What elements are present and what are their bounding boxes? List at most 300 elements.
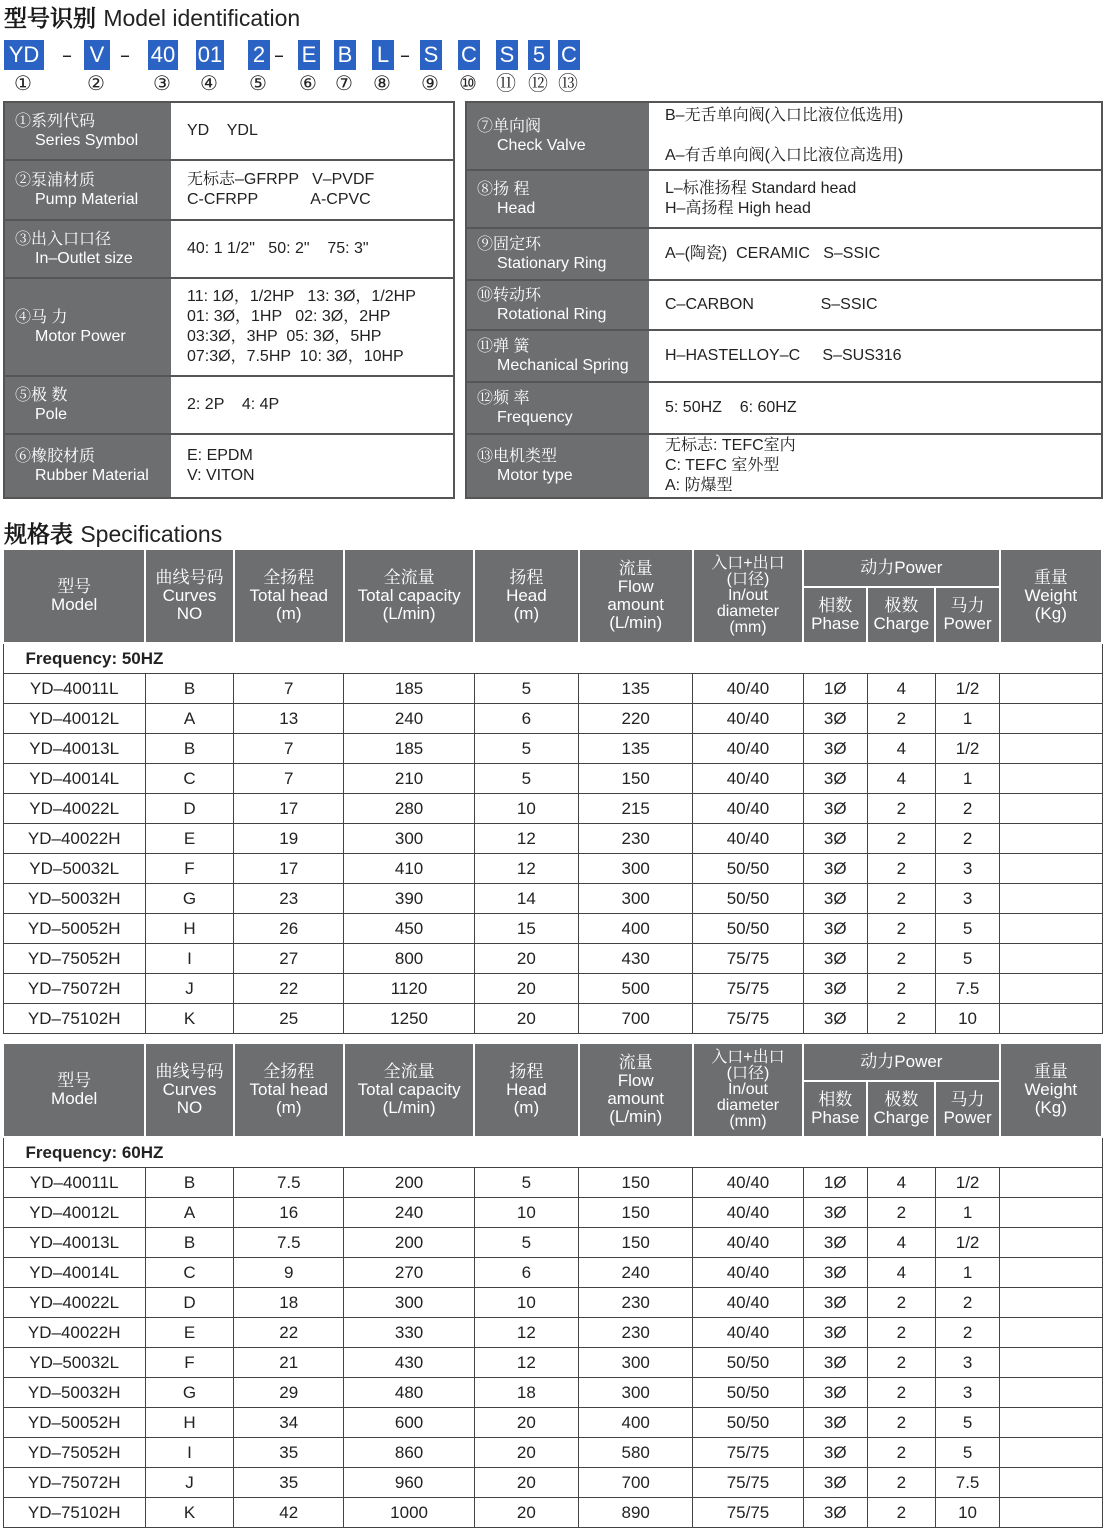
legend-label-en: Head — [497, 200, 536, 217]
table-row — [3, 1318, 1102, 1348]
table-cell: 1000 — [344, 1498, 474, 1528]
table-cell: 7 — [234, 674, 344, 704]
table-row — [3, 1198, 1102, 1228]
table-cell: 40/40 — [693, 1228, 803, 1258]
legend-label-cn: ⑦单向阀 — [477, 118, 542, 135]
table-cell: 3Ø — [803, 1348, 867, 1378]
legend-label-cn: ⑩转动环 — [477, 287, 542, 304]
code-segment-8: L — [372, 40, 394, 70]
table-row — [3, 1288, 1102, 1318]
table-cell: 3Ø — [803, 1468, 867, 1498]
table-cell: 1 — [935, 704, 999, 734]
table-cell: 500 — [579, 974, 693, 1004]
header-weight: 重量 Weight (Kg) — [1000, 549, 1102, 643]
table-cell: YD–40013L — [3, 734, 145, 764]
table-cell: 17 — [234, 854, 344, 884]
table-cell: 3Ø — [803, 1438, 867, 1468]
table-cell: 280 — [344, 794, 474, 824]
header-head: 扬程 Head (m) — [474, 1043, 578, 1137]
table-cell: 3Ø — [803, 1258, 867, 1288]
table-cell — [1000, 704, 1102, 734]
table-cell: 3Ø — [803, 854, 867, 884]
table-cell: 5 — [474, 1228, 578, 1258]
table-cell: 4 — [867, 764, 935, 794]
table-row — [3, 1228, 1102, 1258]
legend-row — [467, 229, 1101, 281]
table-cell — [1000, 824, 1102, 854]
table-cell: 5 — [935, 1438, 999, 1468]
table-cell — [1000, 974, 1102, 1004]
legend-label — [467, 383, 649, 433]
table-cell: 18 — [234, 1288, 344, 1318]
legend-value: E: EPDM V: VITON — [187, 447, 255, 484]
code-segment-11: S — [496, 40, 518, 70]
table-cell: 4 — [867, 734, 935, 764]
table-cell: 1250 — [344, 1004, 474, 1034]
table-cell: G — [145, 884, 233, 914]
table-cell: 5 — [474, 734, 578, 764]
table-cell: 2 — [935, 1318, 999, 1348]
table-cell: 5 — [474, 674, 578, 704]
model-code-number-row — [0, 74, 1105, 96]
legend-label-en: Stationary Ring — [497, 255, 607, 272]
table-cell: 26 — [234, 914, 344, 944]
legend-row — [467, 383, 1101, 435]
legend-label-en: Mechanical Spring — [497, 357, 629, 374]
table-cell: 42 — [234, 1498, 344, 1528]
table-cell: 20 — [474, 944, 578, 974]
table-cell: 2 — [867, 854, 935, 884]
table-cell: 300 — [344, 824, 474, 854]
table-cell: 21 — [234, 1348, 344, 1378]
table-cell: YD–75072H — [3, 974, 145, 1004]
legend-value: 2: 2P 4: 4P — [187, 396, 280, 413]
table-cell — [1000, 1498, 1102, 1528]
table-cell: 135 — [579, 674, 693, 704]
code-segment-6: E — [298, 40, 320, 70]
header-total-head: 全扬程 Total head (m) — [234, 549, 344, 643]
table-cell: YD–40012L — [3, 1198, 145, 1228]
table-cell — [1000, 734, 1102, 764]
code-index-number: ⑦ — [335, 73, 353, 95]
table-cell: 3Ø — [803, 794, 867, 824]
table-cell: 75/75 — [693, 1468, 803, 1498]
table-row — [3, 1004, 1102, 1034]
table-cell: 20 — [474, 1438, 578, 1468]
legend-label — [5, 221, 171, 277]
table-cell: 1 — [935, 1258, 999, 1288]
specifications-title-en: Specifications — [80, 521, 223, 547]
table-cell: 3Ø — [803, 974, 867, 1004]
table-cell: 23 — [234, 884, 344, 914]
legend-row — [5, 377, 453, 435]
table-row — [3, 944, 1102, 974]
table-cell: 3 — [935, 884, 999, 914]
header-power: 动力Power — [803, 549, 1000, 587]
code-legend-right-panel — [465, 101, 1103, 499]
table-cell: 1/2 — [935, 734, 999, 764]
table-cell: 7.5 — [935, 1468, 999, 1498]
table-cell: 19 — [234, 824, 344, 854]
table-cell — [1000, 914, 1102, 944]
table-cell: 13 — [234, 704, 344, 734]
table-cell: 135 — [579, 734, 693, 764]
legend-label — [467, 331, 649, 381]
table-cell: A — [145, 704, 233, 734]
table-cell: 1/2 — [935, 1228, 999, 1258]
table-cell: 240 — [579, 1258, 693, 1288]
table-cell: 185 — [344, 734, 474, 764]
table-cell: 2 — [867, 1004, 935, 1034]
table-row — [3, 1378, 1102, 1408]
table-cell: 2 — [867, 794, 935, 824]
table-cell: 3Ø — [803, 1408, 867, 1438]
table-cell: 3Ø — [803, 734, 867, 764]
table-cell: 75/75 — [693, 1004, 803, 1034]
legend-label — [5, 435, 171, 497]
table-cell — [1000, 944, 1102, 974]
header-total-head: 全扬程 Total head (m) — [234, 1043, 344, 1137]
table-cell: 430 — [344, 1348, 474, 1378]
table-cell: 430 — [579, 944, 693, 974]
table-cell: 150 — [579, 1168, 693, 1198]
header-charge: 极数 Charge — [867, 1081, 935, 1137]
table-cell: 2 — [867, 1498, 935, 1528]
table-cell: YD–75052H — [3, 944, 145, 974]
code-index-number: ⑪ — [496, 73, 516, 95]
table-cell: YD–40014L — [3, 764, 145, 794]
table-cell: 2 — [867, 1288, 935, 1318]
table-cell: 3Ø — [803, 1004, 867, 1034]
legend-row — [467, 281, 1101, 331]
legend-label-en: Motor type — [497, 467, 573, 484]
table-cell: 10 — [474, 1198, 578, 1228]
legend-row — [467, 435, 1101, 497]
header-flow: 流量 Flow amount (L/min) — [579, 549, 693, 643]
header-flow: 流量 Flow amount (L/min) — [579, 1043, 693, 1137]
table-cell — [1000, 1408, 1102, 1438]
table-cell: 14 — [474, 884, 578, 914]
legend-label — [467, 281, 649, 329]
model-code-row — [0, 40, 1105, 70]
code-index-number: ⑨ — [421, 73, 439, 95]
legend-label-en: Motor Power — [35, 328, 126, 345]
table-cell: B — [145, 674, 233, 704]
table-cell: 2 — [867, 824, 935, 854]
code-segment-7: B — [334, 40, 356, 70]
frequency-label: Frequency: 60HZ — [3, 1137, 1102, 1168]
table-cell: 40/40 — [693, 764, 803, 794]
legend-label-cn: ①系列代码 — [15, 113, 96, 130]
table-row — [3, 824, 1102, 854]
code-index-number: ② — [87, 73, 105, 95]
table-cell: 50/50 — [693, 914, 803, 944]
table-cell: I — [145, 1438, 233, 1468]
legend-label-cn: ⑬电机类型 — [477, 448, 558, 465]
table-cell: 16 — [234, 1198, 344, 1228]
table-cell: G — [145, 1378, 233, 1408]
table-cell: 75/75 — [693, 974, 803, 1004]
table-cell: 200 — [344, 1228, 474, 1258]
specifications-title-cn: 规格表 — [4, 522, 73, 548]
table-cell: 2 — [867, 1438, 935, 1468]
code-dash: – — [62, 43, 72, 67]
table-cell: 210 — [344, 764, 474, 794]
legend-value: L–标准扬程 Standard head H–高扬程 High head — [665, 180, 857, 217]
table-cell: B — [145, 1168, 233, 1198]
table-cell: 480 — [344, 1378, 474, 1408]
table-cell: 7.5 — [935, 974, 999, 1004]
legend-label — [5, 161, 171, 219]
table-cell: 75/75 — [693, 1438, 803, 1468]
table-cell: YD–40022H — [3, 1318, 145, 1348]
table-row — [3, 764, 1102, 794]
table-cell: 40/40 — [693, 704, 803, 734]
legend-label — [5, 103, 171, 159]
legend-row — [5, 435, 453, 497]
legend-value: B–无舌单向阀(入口比液位低选用) A–有舌单向阀(入口比液位高选用) — [665, 107, 904, 164]
table-cell: C — [145, 764, 233, 794]
table-cell: 600 — [344, 1408, 474, 1438]
legend-label-en: Pole — [35, 406, 68, 423]
table-cell: 2 — [935, 824, 999, 854]
table-cell: 3Ø — [803, 704, 867, 734]
table-cell: 12 — [474, 1348, 578, 1378]
table-cell: 20 — [474, 1498, 578, 1528]
code-dash: – — [274, 43, 284, 67]
table-cell: F — [145, 854, 233, 884]
legend-row — [5, 221, 453, 279]
table-cell: B — [145, 1228, 233, 1258]
legend-label-en: Rotational Ring — [497, 306, 607, 323]
code-segment-3: 40 — [148, 40, 178, 70]
table-cell: 300 — [344, 1288, 474, 1318]
code-index-number: ④ — [200, 73, 218, 95]
legend-value: A–(陶瓷) CERAMIC S–SSIC — [665, 245, 881, 262]
table-cell: 40/40 — [693, 734, 803, 764]
code-segment-12: 5 — [528, 40, 550, 70]
table-cell: 150 — [579, 1228, 693, 1258]
table-cell: 270 — [344, 1258, 474, 1288]
code-dash: – — [400, 43, 410, 67]
legend-label-en: Pump Material — [35, 191, 139, 208]
legend-row — [5, 279, 453, 377]
model-identification-title-en: Model identification — [103, 5, 301, 31]
table-cell: 4 — [867, 1258, 935, 1288]
header-model: 型号 Model — [3, 1043, 145, 1137]
table-cell: 40/40 — [693, 674, 803, 704]
table-cell — [1000, 764, 1102, 794]
legend-row — [5, 103, 453, 161]
table-cell: 3Ø — [803, 824, 867, 854]
table-cell: 410 — [344, 854, 474, 884]
legend-value: H–HASTELLOY–C S–SUS316 — [665, 347, 902, 364]
table-cell — [1000, 884, 1102, 914]
table-row — [3, 1168, 1102, 1198]
table-cell: 800 — [344, 944, 474, 974]
table-cell: 12 — [474, 1318, 578, 1348]
table-cell: YD–50032H — [3, 1378, 145, 1408]
table-cell: 890 — [579, 1498, 693, 1528]
specifications-table-50hz — [2, 548, 1103, 1034]
table-cell: 10 — [935, 1498, 999, 1528]
table-cell: 3 — [935, 1348, 999, 1378]
table-cell: 2 — [867, 944, 935, 974]
table-cell — [1000, 794, 1102, 824]
table-cell: 3Ø — [803, 1378, 867, 1408]
legend-label-cn: ⑪弹 簧 — [477, 338, 530, 355]
table-cell — [1000, 1168, 1102, 1198]
code-index-number: ⑧ — [373, 73, 391, 95]
table-row — [3, 974, 1102, 1004]
table-cell: 9 — [234, 1258, 344, 1288]
table-cell: 3Ø — [803, 1198, 867, 1228]
legend-label-cn: ⑤极 数 — [15, 387, 68, 404]
table-cell: 2 — [867, 1348, 935, 1378]
table-cell: 240 — [344, 704, 474, 734]
table-cell: 300 — [579, 1348, 693, 1378]
table-cell: 2 — [935, 794, 999, 824]
table-cell: 3Ø — [803, 944, 867, 974]
legend-value: C–CARBON S–SSIC — [665, 296, 878, 313]
table-row — [3, 1408, 1102, 1438]
code-index-number: ⑩ — [459, 73, 477, 95]
table-cell: YD–75102H — [3, 1498, 145, 1528]
table-cell: 580 — [579, 1438, 693, 1468]
table-cell: 185 — [344, 674, 474, 704]
table-cell: YD–50052H — [3, 1408, 145, 1438]
table-cell: YD–40013L — [3, 1228, 145, 1258]
legend-label — [467, 171, 649, 227]
code-segment-2: V — [84, 40, 110, 70]
table-cell — [1000, 854, 1102, 884]
table-cell: YD–40022L — [3, 1288, 145, 1318]
table-cell — [1000, 674, 1102, 704]
code-index-number: ⑫ — [528, 73, 548, 95]
table-row — [3, 884, 1102, 914]
legend-label — [467, 103, 649, 169]
table-cell: 200 — [344, 1168, 474, 1198]
table-cell — [1000, 1378, 1102, 1408]
header-diameter: 入口+出口 (口径) In/out diameter (mm) — [693, 1043, 803, 1137]
table-cell: YD–40011L — [3, 674, 145, 704]
table-cell: YD–50032L — [3, 854, 145, 884]
table-cell — [1000, 1468, 1102, 1498]
header-weight: 重量 Weight (Kg) — [1000, 1043, 1102, 1137]
legend-label — [467, 435, 649, 497]
header-phase: 相数 Phase — [803, 1081, 867, 1137]
table-row — [3, 1498, 1102, 1528]
table-cell: 50/50 — [693, 884, 803, 914]
table-cell: 2 — [867, 974, 935, 1004]
table-cell — [1000, 1348, 1102, 1378]
legend-label-cn: ⑥橡胶材质 — [15, 448, 96, 465]
table-row — [3, 1258, 1102, 1288]
legend-label-en: Check Valve — [497, 137, 586, 154]
legend-value: 5: 50HZ 6: 60HZ — [665, 399, 797, 416]
legend-label — [5, 279, 171, 375]
specifications-title — [4, 516, 222, 549]
table-cell: 40/40 — [693, 824, 803, 854]
code-segment-1: YD — [4, 40, 44, 70]
table-row — [3, 854, 1102, 884]
table-cell: 10 — [474, 794, 578, 824]
table-cell: 400 — [579, 914, 693, 944]
table-cell: 18 — [474, 1378, 578, 1408]
legend-value: YD YDL — [187, 122, 258, 139]
table-cell: D — [145, 1288, 233, 1318]
table-cell: H — [145, 1408, 233, 1438]
code-index-number: ① — [14, 73, 32, 95]
table-cell: 960 — [344, 1468, 474, 1498]
table-cell: 4 — [867, 674, 935, 704]
legend-value: 40: 1 1/2" 50: 2" 75: 3" — [187, 240, 369, 257]
table-cell: 860 — [344, 1438, 474, 1468]
header-model: 型号 Model — [3, 549, 145, 643]
table-cell: 25 — [234, 1004, 344, 1034]
table-cell: 4 — [867, 1228, 935, 1258]
table-cell — [1000, 1258, 1102, 1288]
table-row — [3, 1438, 1102, 1468]
frequency-label: Frequency: 50HZ — [3, 643, 1102, 674]
table-cell: 2 — [867, 704, 935, 734]
legend-value: 无标志: TEFC室内 C: TEFC 室外型 A: 防爆型 — [665, 437, 796, 494]
legend-row — [467, 171, 1101, 229]
table-cell: 2 — [867, 914, 935, 944]
table-cell: 40/40 — [693, 1258, 803, 1288]
table-cell: 12 — [474, 824, 578, 854]
table-cell: H — [145, 914, 233, 944]
specifications-table-60hz — [2, 1042, 1103, 1528]
table-cell: 2 — [867, 1408, 935, 1438]
table-cell: K — [145, 1004, 233, 1034]
code-index-number: ⑤ — [249, 73, 267, 95]
header-total-capacity: 全流量 Total capacity (L/min) — [344, 1043, 474, 1137]
table-cell: YD–75102H — [3, 1004, 145, 1034]
table-cell: 5 — [935, 944, 999, 974]
legend-label-cn: ④马 力 — [15, 309, 68, 326]
table-cell: YD–75072H — [3, 1468, 145, 1498]
header-motor-power: 马力 Power — [935, 1081, 999, 1137]
code-index-number: ⑥ — [299, 73, 317, 95]
table-cell: 29 — [234, 1378, 344, 1408]
table-cell: J — [145, 974, 233, 1004]
code-segment-4: 01 — [196, 40, 224, 70]
legend-row — [5, 161, 453, 221]
legend-row — [467, 103, 1101, 171]
table-cell: I — [145, 944, 233, 974]
table-cell — [1000, 1318, 1102, 1348]
table-cell: 240 — [344, 1198, 474, 1228]
legend-row — [467, 331, 1101, 383]
table-cell: 20 — [474, 1468, 578, 1498]
table-cell: 50/50 — [693, 1348, 803, 1378]
code-segment-13: C — [558, 40, 580, 70]
table-cell: F — [145, 1348, 233, 1378]
legend-label — [467, 229, 649, 279]
table-cell: J — [145, 1468, 233, 1498]
model-identification-title — [4, 0, 300, 33]
code-segment-9: S — [420, 40, 442, 70]
table-cell: 5 — [935, 1408, 999, 1438]
table-cell: YD–40022H — [3, 824, 145, 854]
code-legend-left-panel — [3, 101, 455, 499]
table-cell: 390 — [344, 884, 474, 914]
table-cell: 7 — [234, 734, 344, 764]
table-cell: 3Ø — [803, 1318, 867, 1348]
table-cell: YD–50032H — [3, 884, 145, 914]
code-index-number: ③ — [153, 73, 171, 95]
